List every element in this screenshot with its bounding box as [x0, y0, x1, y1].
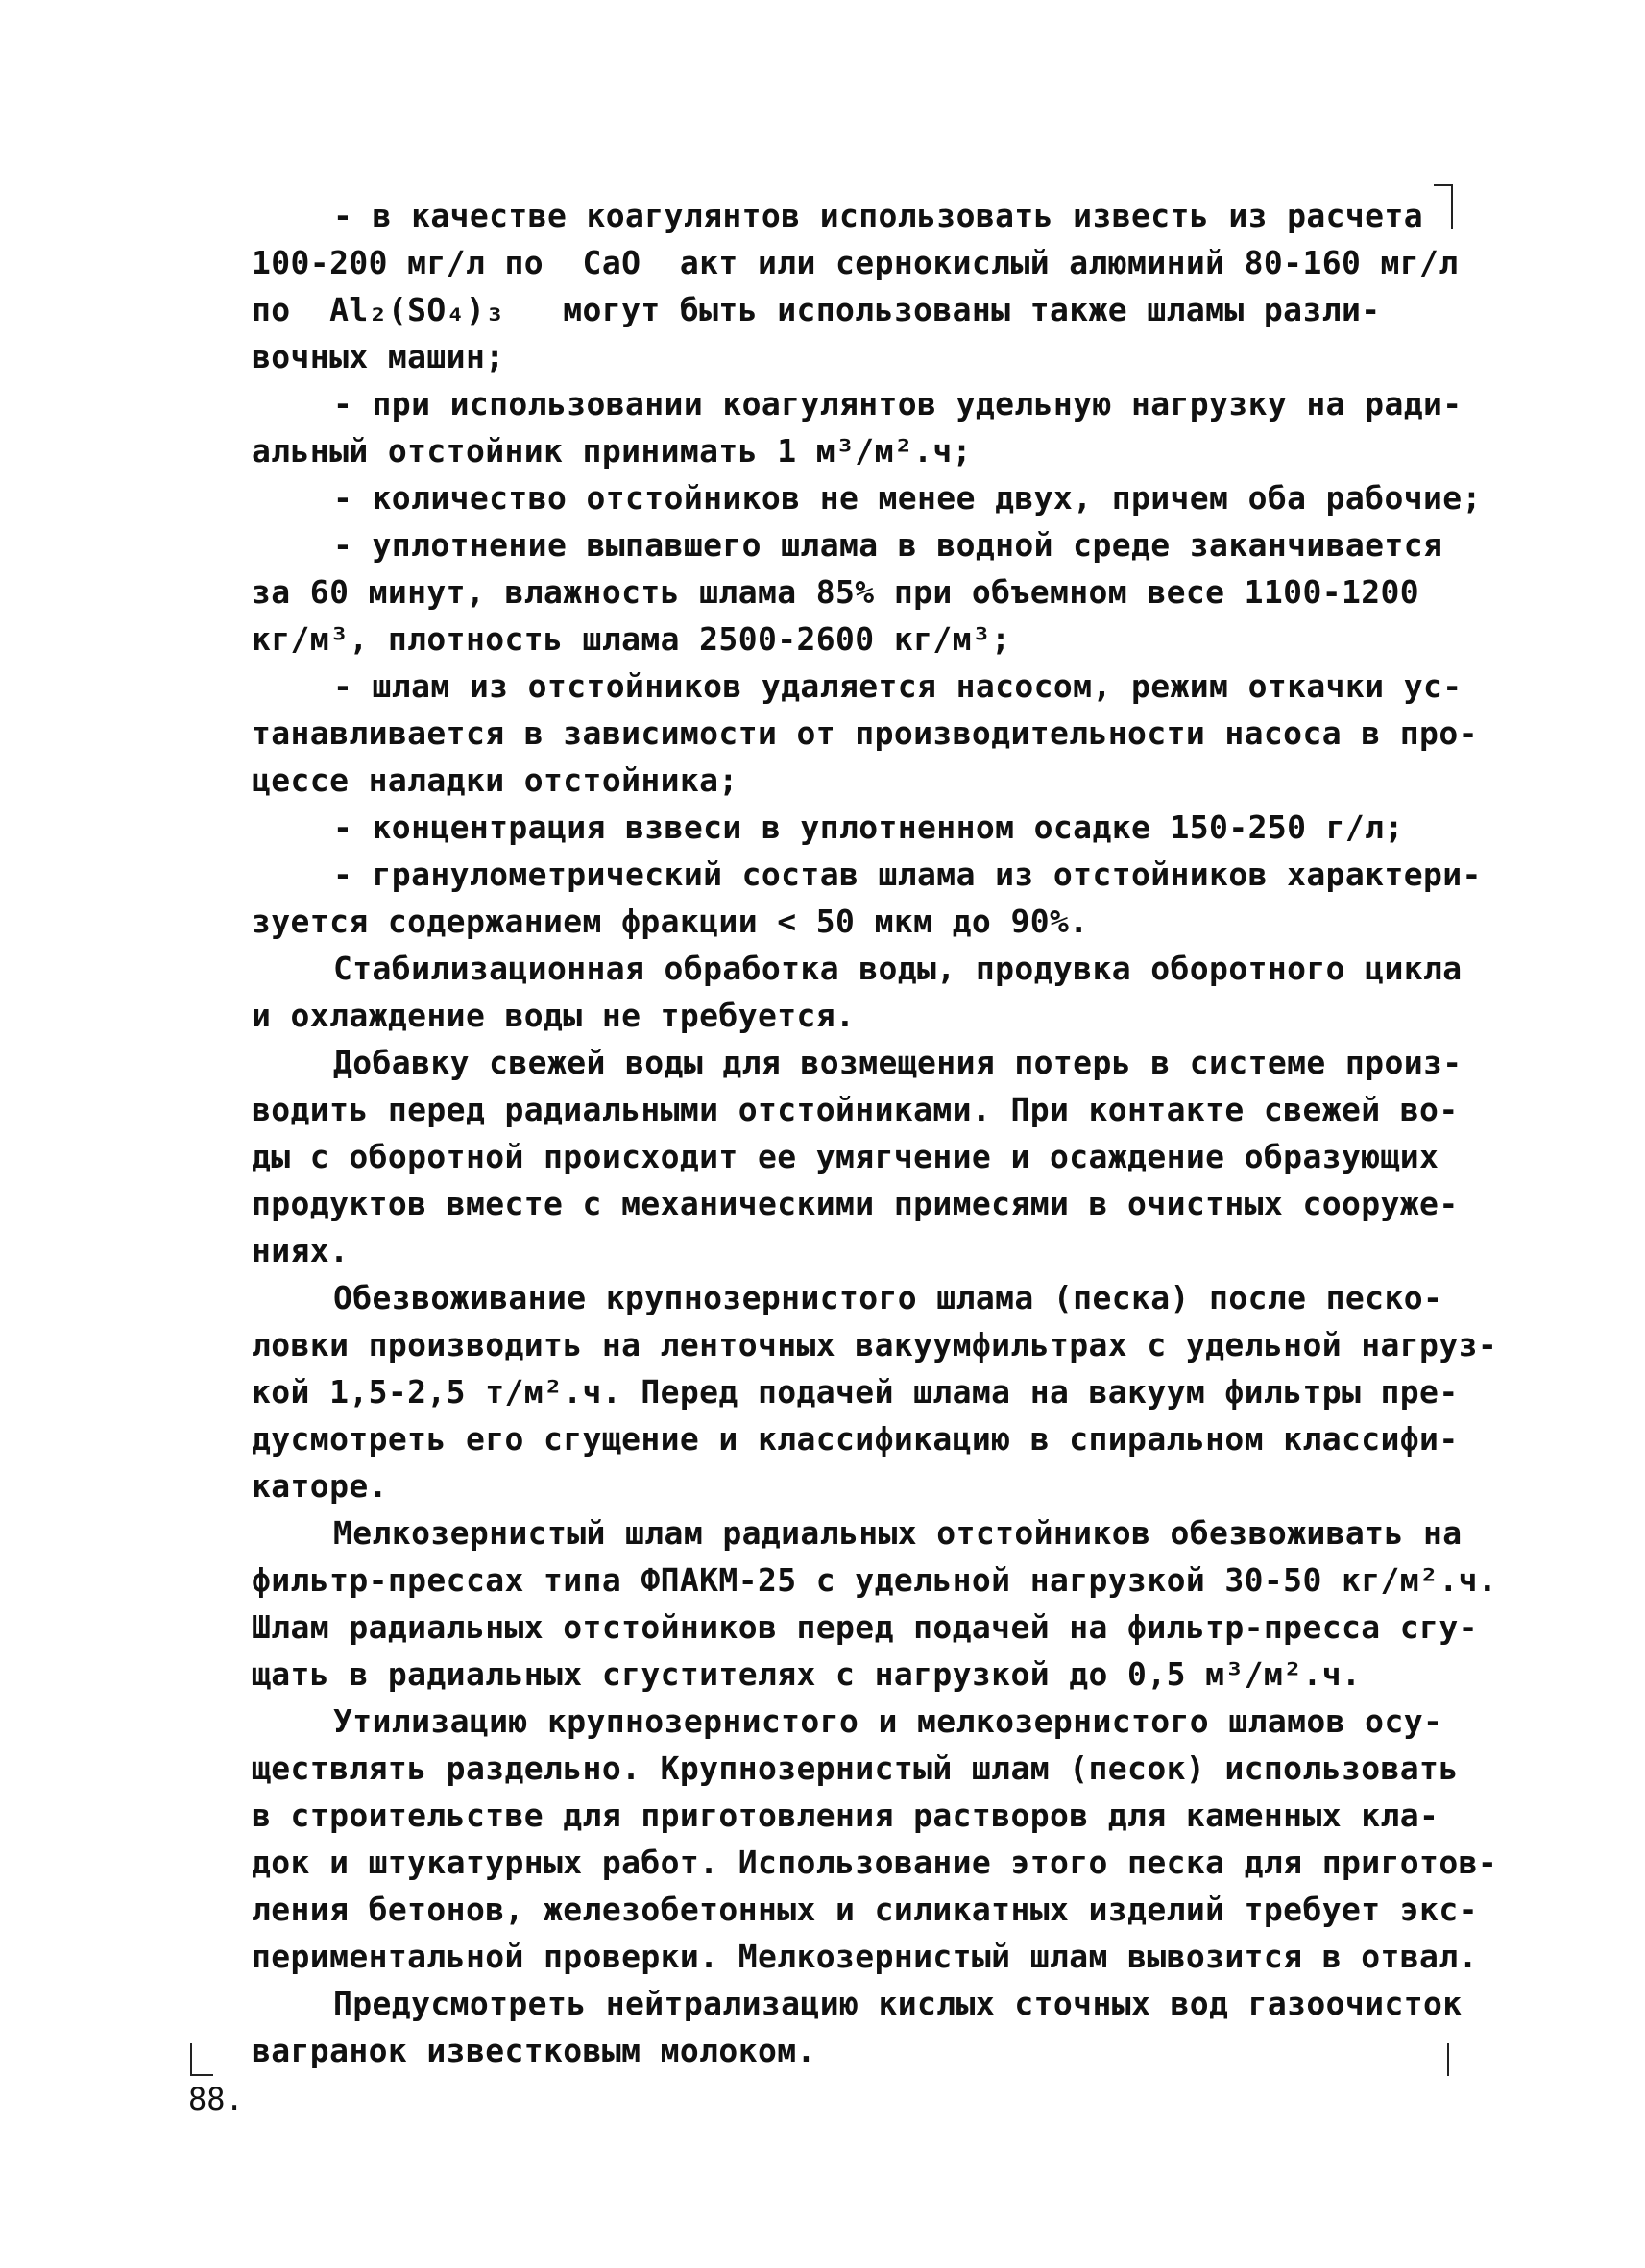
document-body [252, 192, 1498, 2074]
text-line: водить перед радиальными отстойниками. При контакте свежей во- [252, 1091, 1459, 1128]
text-line: кг/м³, плотность шлама 2500-2600 кг/м³; [252, 620, 1011, 658]
text-line: - количество отстойников не менее двух, причем оба рабочие; [333, 479, 1482, 517]
text-line: и охлаждение воды не требуется. [252, 997, 856, 1034]
text-line: ды с оборотной происходит ее умягчение и осаждение образующих [252, 1138, 1439, 1175]
text-line: дусмотреть его сгущение и классификацию в спиральном классифи- [252, 1420, 1459, 1458]
text-line: цессе наладки отстойника; [252, 761, 738, 799]
text-line: - шлам из отстойников удаляется насосом, режим откачки ус- [333, 667, 1463, 705]
text-line: Утилизацию крупнозернистого и мелкозернистого шламов осу- [333, 1702, 1443, 1740]
text-line: периментальной проверки. Мелкозернистый шлам вывозится в отвал. [252, 1938, 1478, 1975]
text-line: - при использовании коагулянтов удельную нагрузку на ради- [333, 385, 1463, 422]
text-line: кой 1,5-2,5 т/м².ч. Перед подачей шлама на вакуум фильтры пре- [252, 1373, 1459, 1411]
text-line: Добавку свежей воды для возмещения потерь в системе произ- [333, 1044, 1463, 1081]
text-line: Шлам радиальных отстойников перед подачей на фильтр-пресса сгу- [252, 1608, 1478, 1646]
text-line: 100-200 мг/л по СаО акт или сернокислый алюминий 80-160 мг/л [252, 244, 1459, 281]
text-line: фильтр-прессах типа ФПАКМ-25 с удельной нагрузкой 30-50 кг/м².ч. [252, 1561, 1498, 1599]
bottom-left-corner-mark [190, 2043, 213, 2076]
text-line: Обезвоживание крупнозернистого шлама (песка) после песко- [333, 1279, 1443, 1316]
bottom-right-corner-mark [1434, 2043, 1449, 2076]
text-line: - гранулометрический состав шлама из отстойников характери- [333, 856, 1482, 893]
page-number: 88. [188, 2081, 244, 2117]
text-line: вочных машин; [252, 338, 505, 375]
text-line: Мелкозернистый шлам радиальных отстойников обезвоживать на [333, 1514, 1463, 1552]
text-line: танавливается в зависимости от производительности насоса в про- [252, 714, 1478, 752]
text-line: зуется содержанием фракции < 50 мкм до 90%. [252, 903, 1089, 940]
text-line: вагранок известковым молоком. [252, 2032, 816, 2069]
text-line: в строительстве для приготовления растворов для каменных кла- [252, 1797, 1439, 1834]
text-line: Предусмотреть нейтрализацию кислых сточных вод газоочисток [333, 1985, 1463, 2022]
text-line: Стабилизационная обработка воды, продувка оборотного цикла [333, 950, 1463, 987]
text-line: - в качестве коагулянтов использовать известь из расчета [333, 197, 1423, 234]
text-line: каторе. [252, 1467, 388, 1505]
text-line: за 60 минут, влажность шлама 85% при объемном весе 1100-1200 [252, 573, 1420, 611]
text-line: щать в радиальных сгустителях с нагрузкой до 0,5 м³/м².ч. [252, 1655, 1362, 1693]
text-line: альный отстойник принимать 1 м³/м².ч; [252, 432, 972, 470]
text-line: - уплотнение выпавшего шлама в водной среде заканчивается [333, 526, 1443, 564]
text-line: ловки производить на ленточных вакуумфильтрах с удельной нагруз- [252, 1326, 1498, 1363]
text-line: ления бетонов, железобетонных и силикатных изделий требует экс- [252, 1891, 1478, 1928]
text-line: док и штукатурных работ. Использование этого песка для приготов- [252, 1844, 1498, 1881]
text-line: ществлять раздельно. Крупнозернистый шлам (песок) использовать [252, 1749, 1459, 1787]
text-line: по Al₂(SO₄)₃ могут быть использованы также шламы разли- [252, 291, 1381, 328]
text-line: продуктов вместе с механическими примесями в очистных сооруже- [252, 1185, 1459, 1222]
text-line: - концентрация взвеси в уплотненном осадке 150-250 г/л; [333, 808, 1404, 846]
text-line: ниях. [252, 1232, 350, 1269]
